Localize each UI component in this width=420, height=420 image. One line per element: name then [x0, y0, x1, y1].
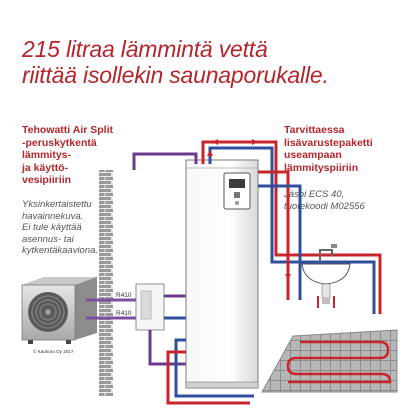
refrigerant-label-bottom: R410 [116, 310, 132, 317]
left-note-line: kytkentäkaaviona. [22, 245, 99, 256]
right-title-line: Tarvittaessa [284, 124, 345, 136]
control-unit [224, 173, 250, 209]
right-title-line: lisävarustepaketti [284, 136, 373, 149]
left-note-line: asennus- tai [22, 233, 74, 245]
brick-wall [99, 170, 113, 396]
right-note-line: tuotekoodi M02556 [284, 200, 365, 212]
right-note-line: Jäspi ECS 40, [284, 189, 345, 200]
right-title-line: useampaan [284, 149, 342, 161]
headline-line-1: 215 litraa lämmintä vettä [22, 36, 268, 62]
left-title-line: lämmitys- [22, 149, 72, 161]
left-note-line: Ei tule käyttää [22, 222, 82, 233]
left-title-line: vesipiiriin [22, 174, 72, 186]
left-note-line: havainnekuva. [22, 210, 84, 222]
left-note-line: Yksinkertaistettu [22, 199, 92, 210]
outdoor-unit [22, 277, 97, 344]
right-title-line: lämmityspiiriin [284, 161, 359, 174]
left-title-line: Tehowatti Air Split [22, 124, 113, 136]
left-title-line: ja käyttö- [22, 161, 69, 174]
indoor-module [136, 284, 164, 330]
headline-line-2: riittää isollekin saunaporukalle. [22, 62, 329, 88]
refrigerant-label-top: R410 [116, 292, 132, 299]
left-title-line: -peruskytkentä [22, 136, 97, 149]
copyright-text: © Kaukora Oy 2017 [33, 349, 74, 354]
